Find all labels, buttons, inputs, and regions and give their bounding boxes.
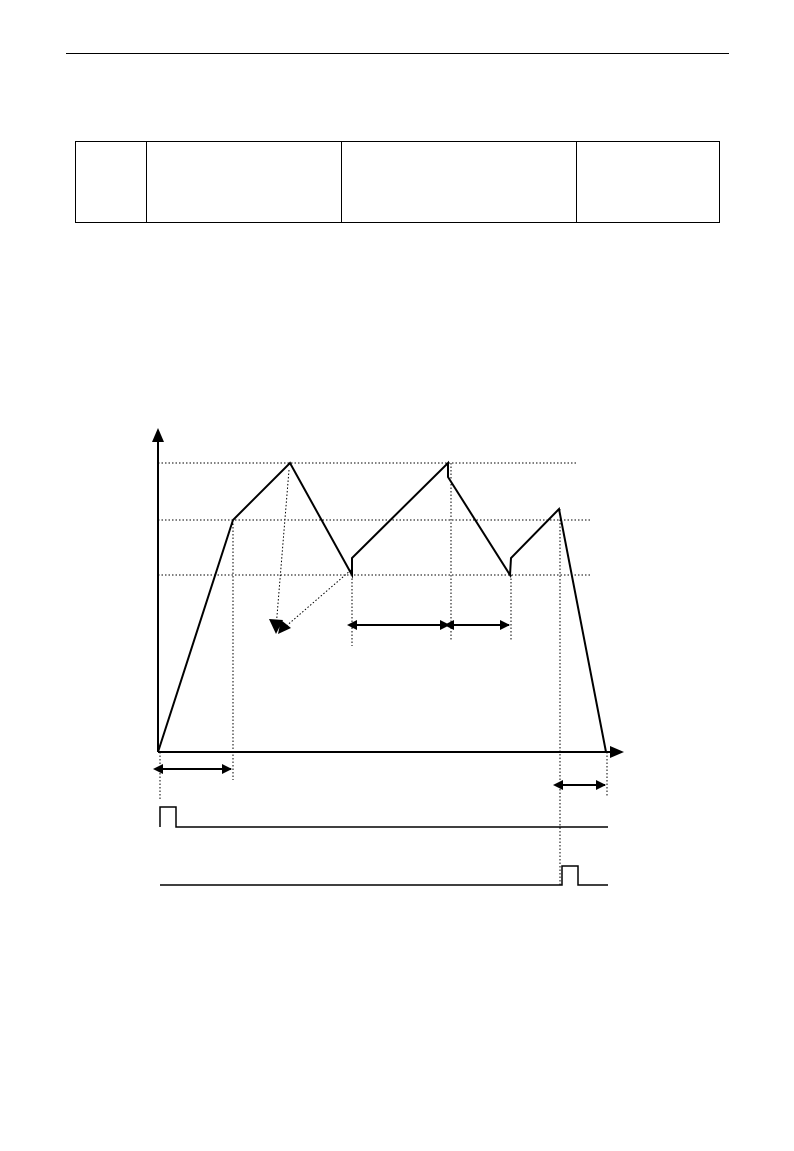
pointer-arrow [284,570,351,628]
x-axis-arrowhead [610,746,624,758]
stop-signal-trace [160,866,608,885]
pointer-arrow [276,470,289,628]
waveform-line [158,463,606,752]
start-signal-trace [160,807,608,827]
y-axis-arrowhead [152,428,164,442]
